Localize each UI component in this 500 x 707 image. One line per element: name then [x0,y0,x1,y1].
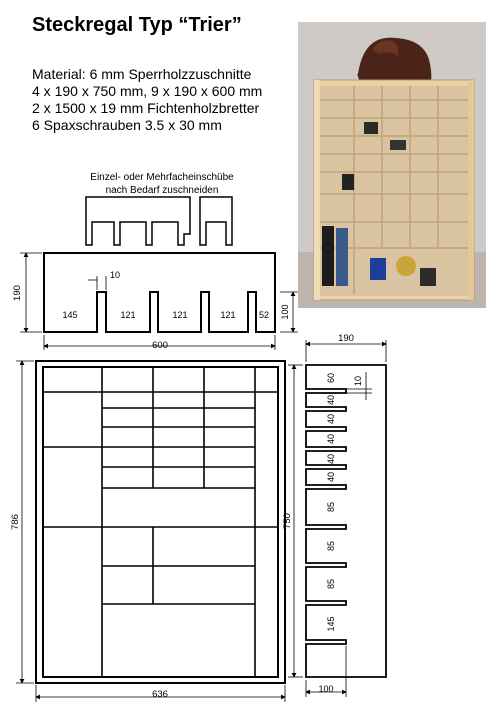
dim-side-gap: 40 [326,413,336,425]
dim-side-width: 190 [338,333,354,344]
dim-side-gap: 85 [326,540,336,552]
material-line: Material: 6 mm Sperrholzzuschnitte [32,66,252,82]
dim-side-gap: 40 [326,471,336,483]
insert-note-line: nach Bedarf zuschneiden [105,185,219,196]
side-panel-outline [306,365,386,677]
dim-front-height: 786 [10,514,21,530]
dim-board-width: 600 [152,340,168,351]
dim-side-gap: 40 [326,394,336,406]
dim-side-bottom: 100 [318,684,334,694]
dim-front-width: 636 [152,689,168,700]
dim-board-seg: 121 [220,310,236,320]
insert-note-line: Einzel- oder Mehrfacheinschübe [90,172,234,183]
dim-board-seg: 52 [258,310,270,320]
material-line: 6 Spaxschrauben 3.5 x 30 mm [32,117,222,133]
dim-board-slot-depth: 100 [280,304,290,320]
front-view-compartments [43,367,278,677]
insert-template-single [200,197,232,245]
material-line: 2 x 1500 x 19 mm Fichtenholzbretter [32,100,260,116]
dim-board-seg: 121 [120,310,136,320]
dim-side-gap: 145 [326,616,336,632]
dim-board-slot-width: 10 [110,270,121,280]
material-line: 4 x 190 x 750 mm, 9 x 190 x 600 mm [32,83,263,99]
dim-side-gap: 40 [326,453,336,465]
page-title: Steckregal Typ “Trier” [32,14,242,36]
front-view-outline [36,361,285,683]
dim-board-height: 190 [12,285,23,301]
dim-side-height: 750 [282,513,293,529]
dim-side-gap: 85 [326,578,336,590]
insert-template-multi [86,197,190,245]
dim-side-gap: 40 [326,433,336,445]
dim-side-slot-width: 10 [353,375,363,387]
dim-board-seg: 145 [62,310,78,320]
dim-board-seg: 121 [172,310,188,320]
dim-side-gap: 85 [326,501,336,513]
dim-side-gap: 60 [326,372,336,384]
shelf-board-outline [44,253,275,332]
